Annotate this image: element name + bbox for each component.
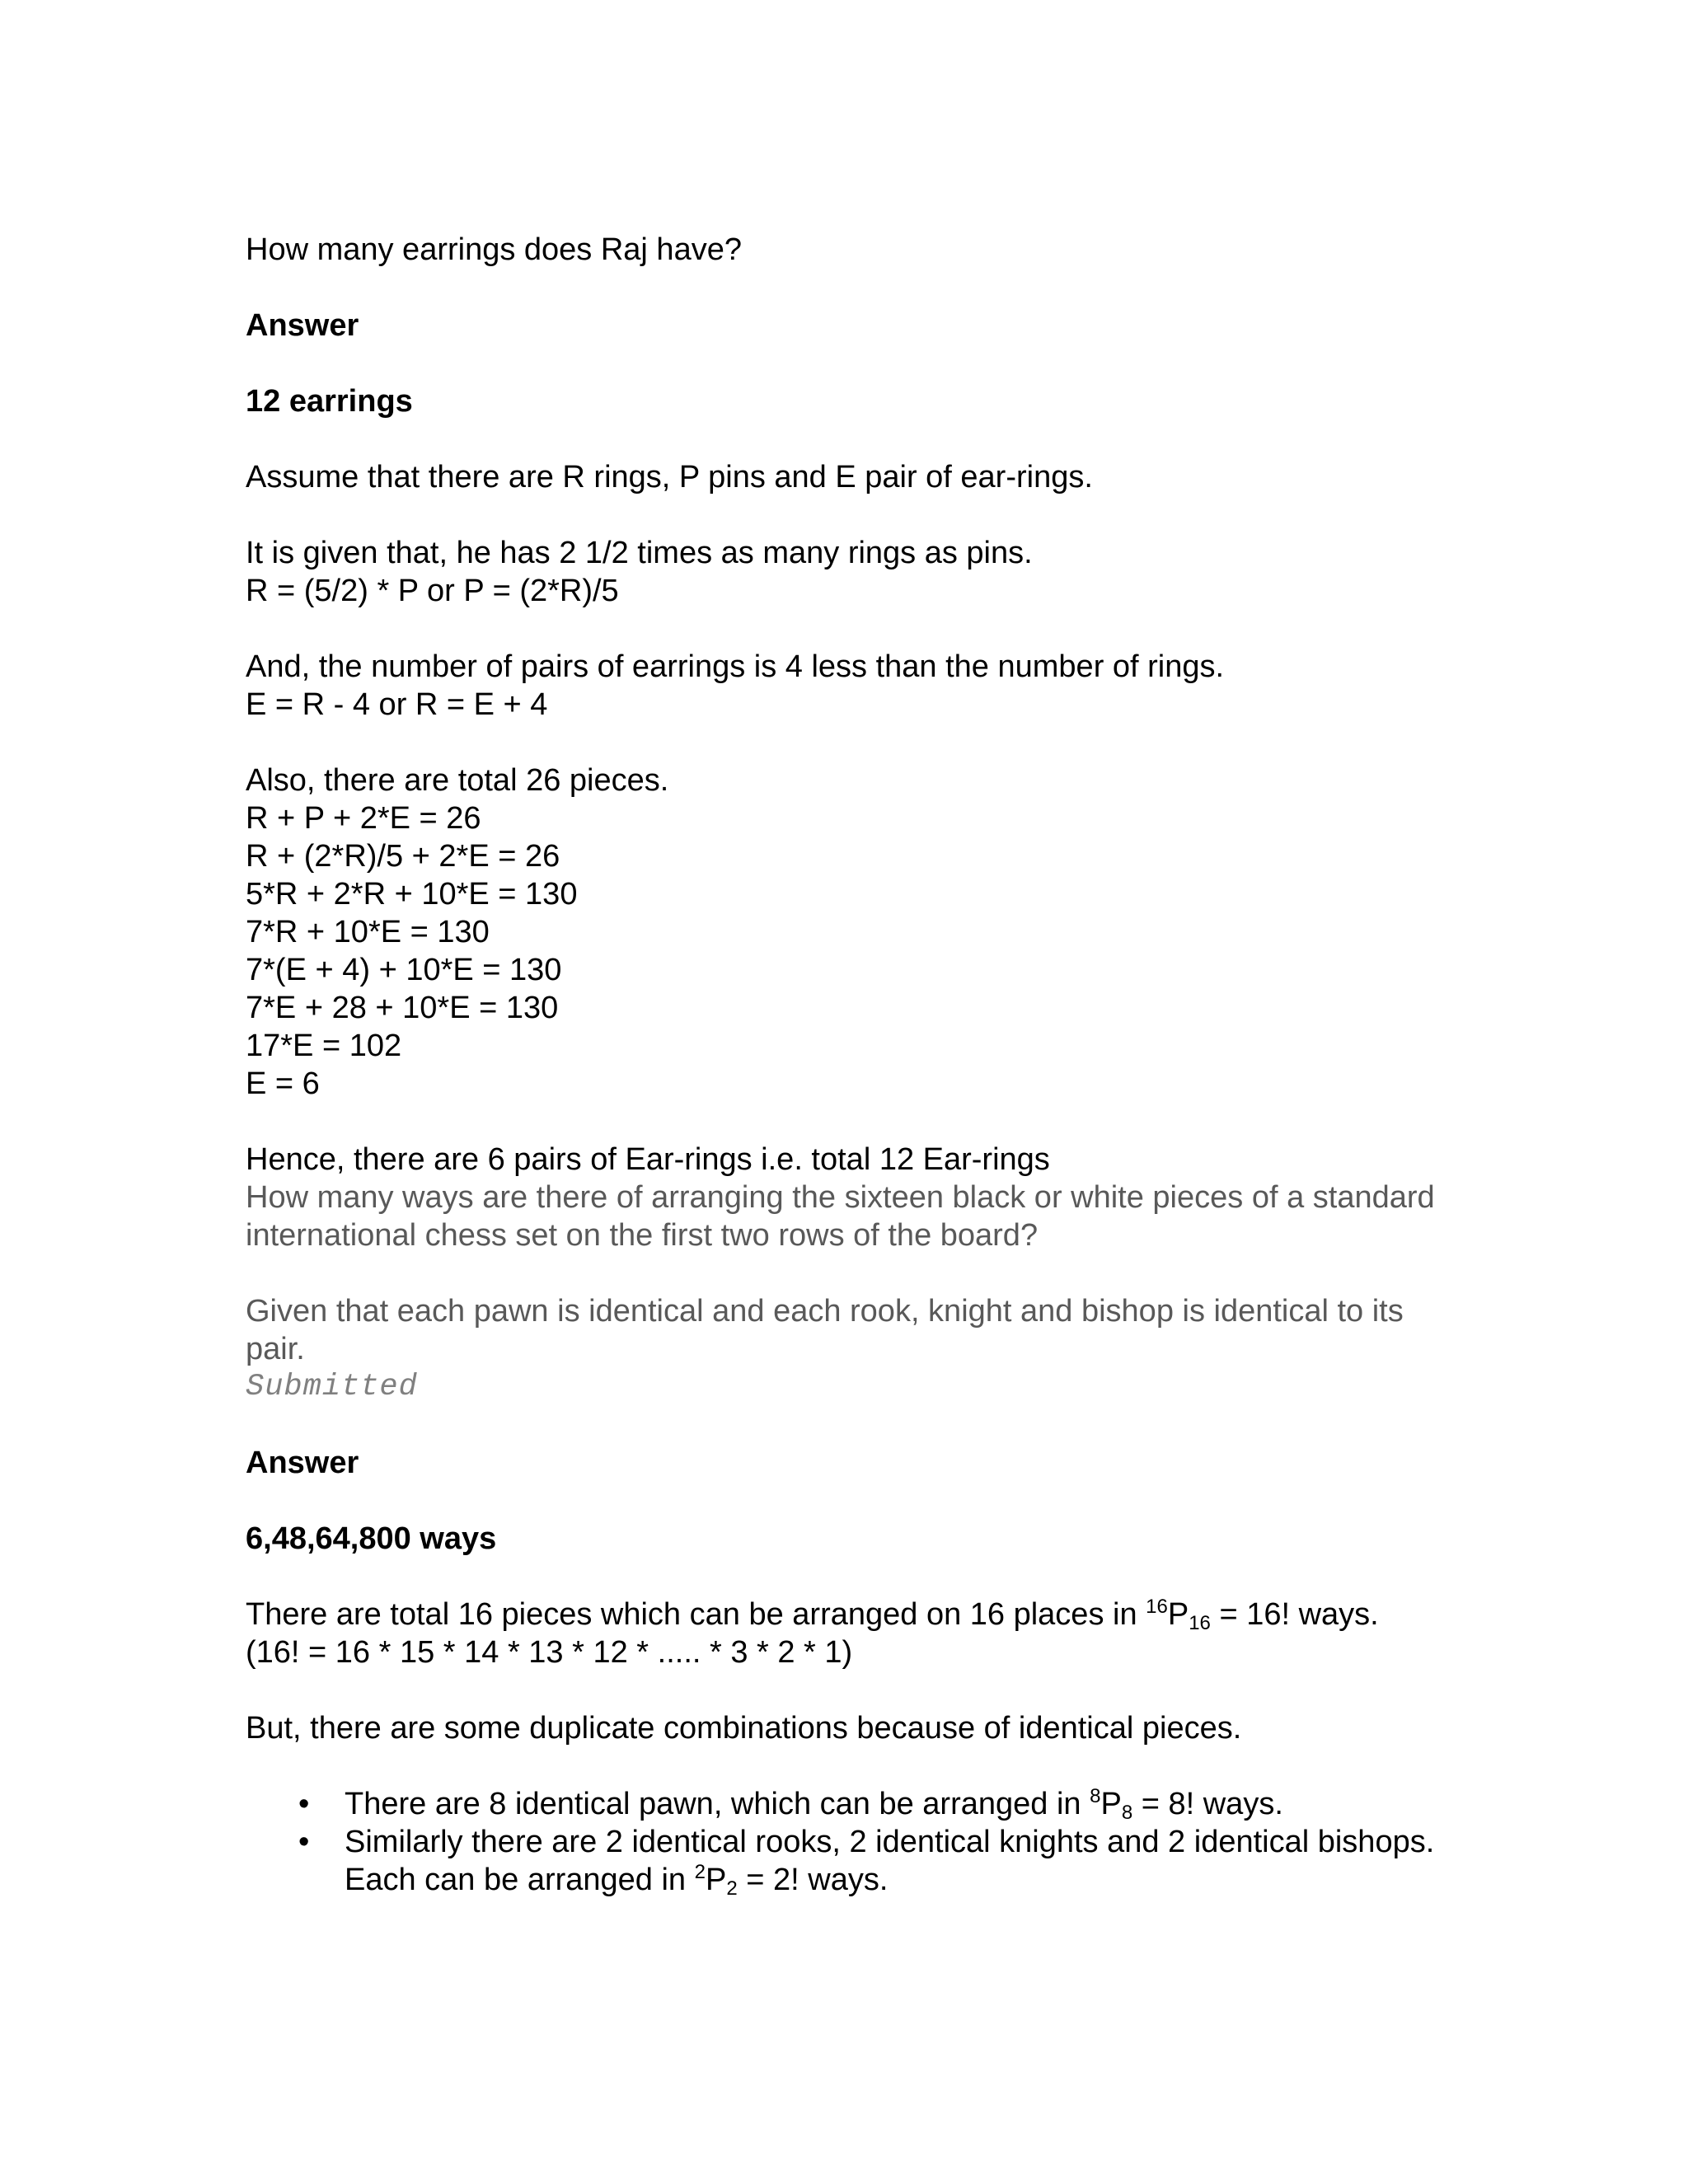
bullet-icon: • (298, 1787, 310, 1821)
submitted-label: Submitted (246, 1370, 418, 1404)
solution-step: E = 6 (246, 1066, 320, 1101)
document-content (246, 231, 1449, 1899)
given-chess-text: Given that each pawn is identical and each rook, knight and bishop is identical to its pair. (246, 1294, 1404, 1366)
given-total-text: Also, there are total 26 pieces. (246, 763, 669, 798)
question-chess: How many ways are there of arranging the sixteen black or white pieces of a standard international chess set on the first two rows of the board? (246, 1180, 1435, 1253)
duplicates-text: But, there are some duplicate combinations because of identical pieces. (246, 1711, 1242, 1746)
equation-rings: R = (5/2) * P or P = (2*R)/5 (246, 574, 619, 608)
solution-step: R + (2*R)/5 + 2*E = 26 (246, 839, 560, 874)
answer-heading: Answer (246, 308, 359, 343)
solution-step: 17*E = 102 (246, 1029, 402, 1063)
bullet-list (246, 1785, 1449, 1899)
answer-heading: Answer (246, 1446, 359, 1480)
solution-step: 7*(E + 4) + 10*E = 130 (246, 953, 562, 987)
solution-step: 7*E + 28 + 10*E = 130 (246, 991, 559, 1025)
factorial-expansion: (16! = 16 * 15 * 14 * 13 * 12 * ..... * 3 * 2 * 1) (246, 1635, 853, 1670)
solution-step: 5*R + 2*R + 10*E = 130 (246, 877, 578, 912)
list-item: • There are 8 identical pawn, which can be arranged in $^8P_8 = 8$! ways. (298, 1785, 1283, 1824)
assumption-text: Assume that there are R rings, P pins and E pair of ear-rings. (246, 460, 1093, 494)
equation-earrings: E = R - 4 or R = E + 4 (246, 687, 548, 722)
conclusion-text: Hence, there are 6 pairs of Ear-rings i.e. total 12 Ear-rings (246, 1142, 1050, 1177)
list-item: • Similarly there are 2 identical rooks, 2 identical knights and 2 identical bishops. Each can be arranged in $^2P_2 = 2$! ways. (298, 1825, 1435, 1900)
bullet-icon: • (298, 1825, 310, 1859)
question-earrings: How many earrings does Raj have? (246, 232, 742, 267)
given-rings-text: It is given that, he has 2 1/2 times as many rings as pins. (246, 536, 1033, 570)
total-arrangements-text: There are total 16 pieces which can be arranged on 16 places in $^{16}P_{16} = 16$! ways. (246, 1596, 1379, 1634)
solution-step: 7*R + 10*E = 130 (246, 915, 490, 949)
answer-value: 12 earrings (246, 384, 413, 419)
answer-value: 6,48,64,800 ways (246, 1521, 497, 1556)
given-earrings-text: And, the number of pairs of earrings is 4 less than the number of rings. (246, 649, 1225, 684)
solution-step: R + P + 2*E = 26 (246, 801, 481, 836)
